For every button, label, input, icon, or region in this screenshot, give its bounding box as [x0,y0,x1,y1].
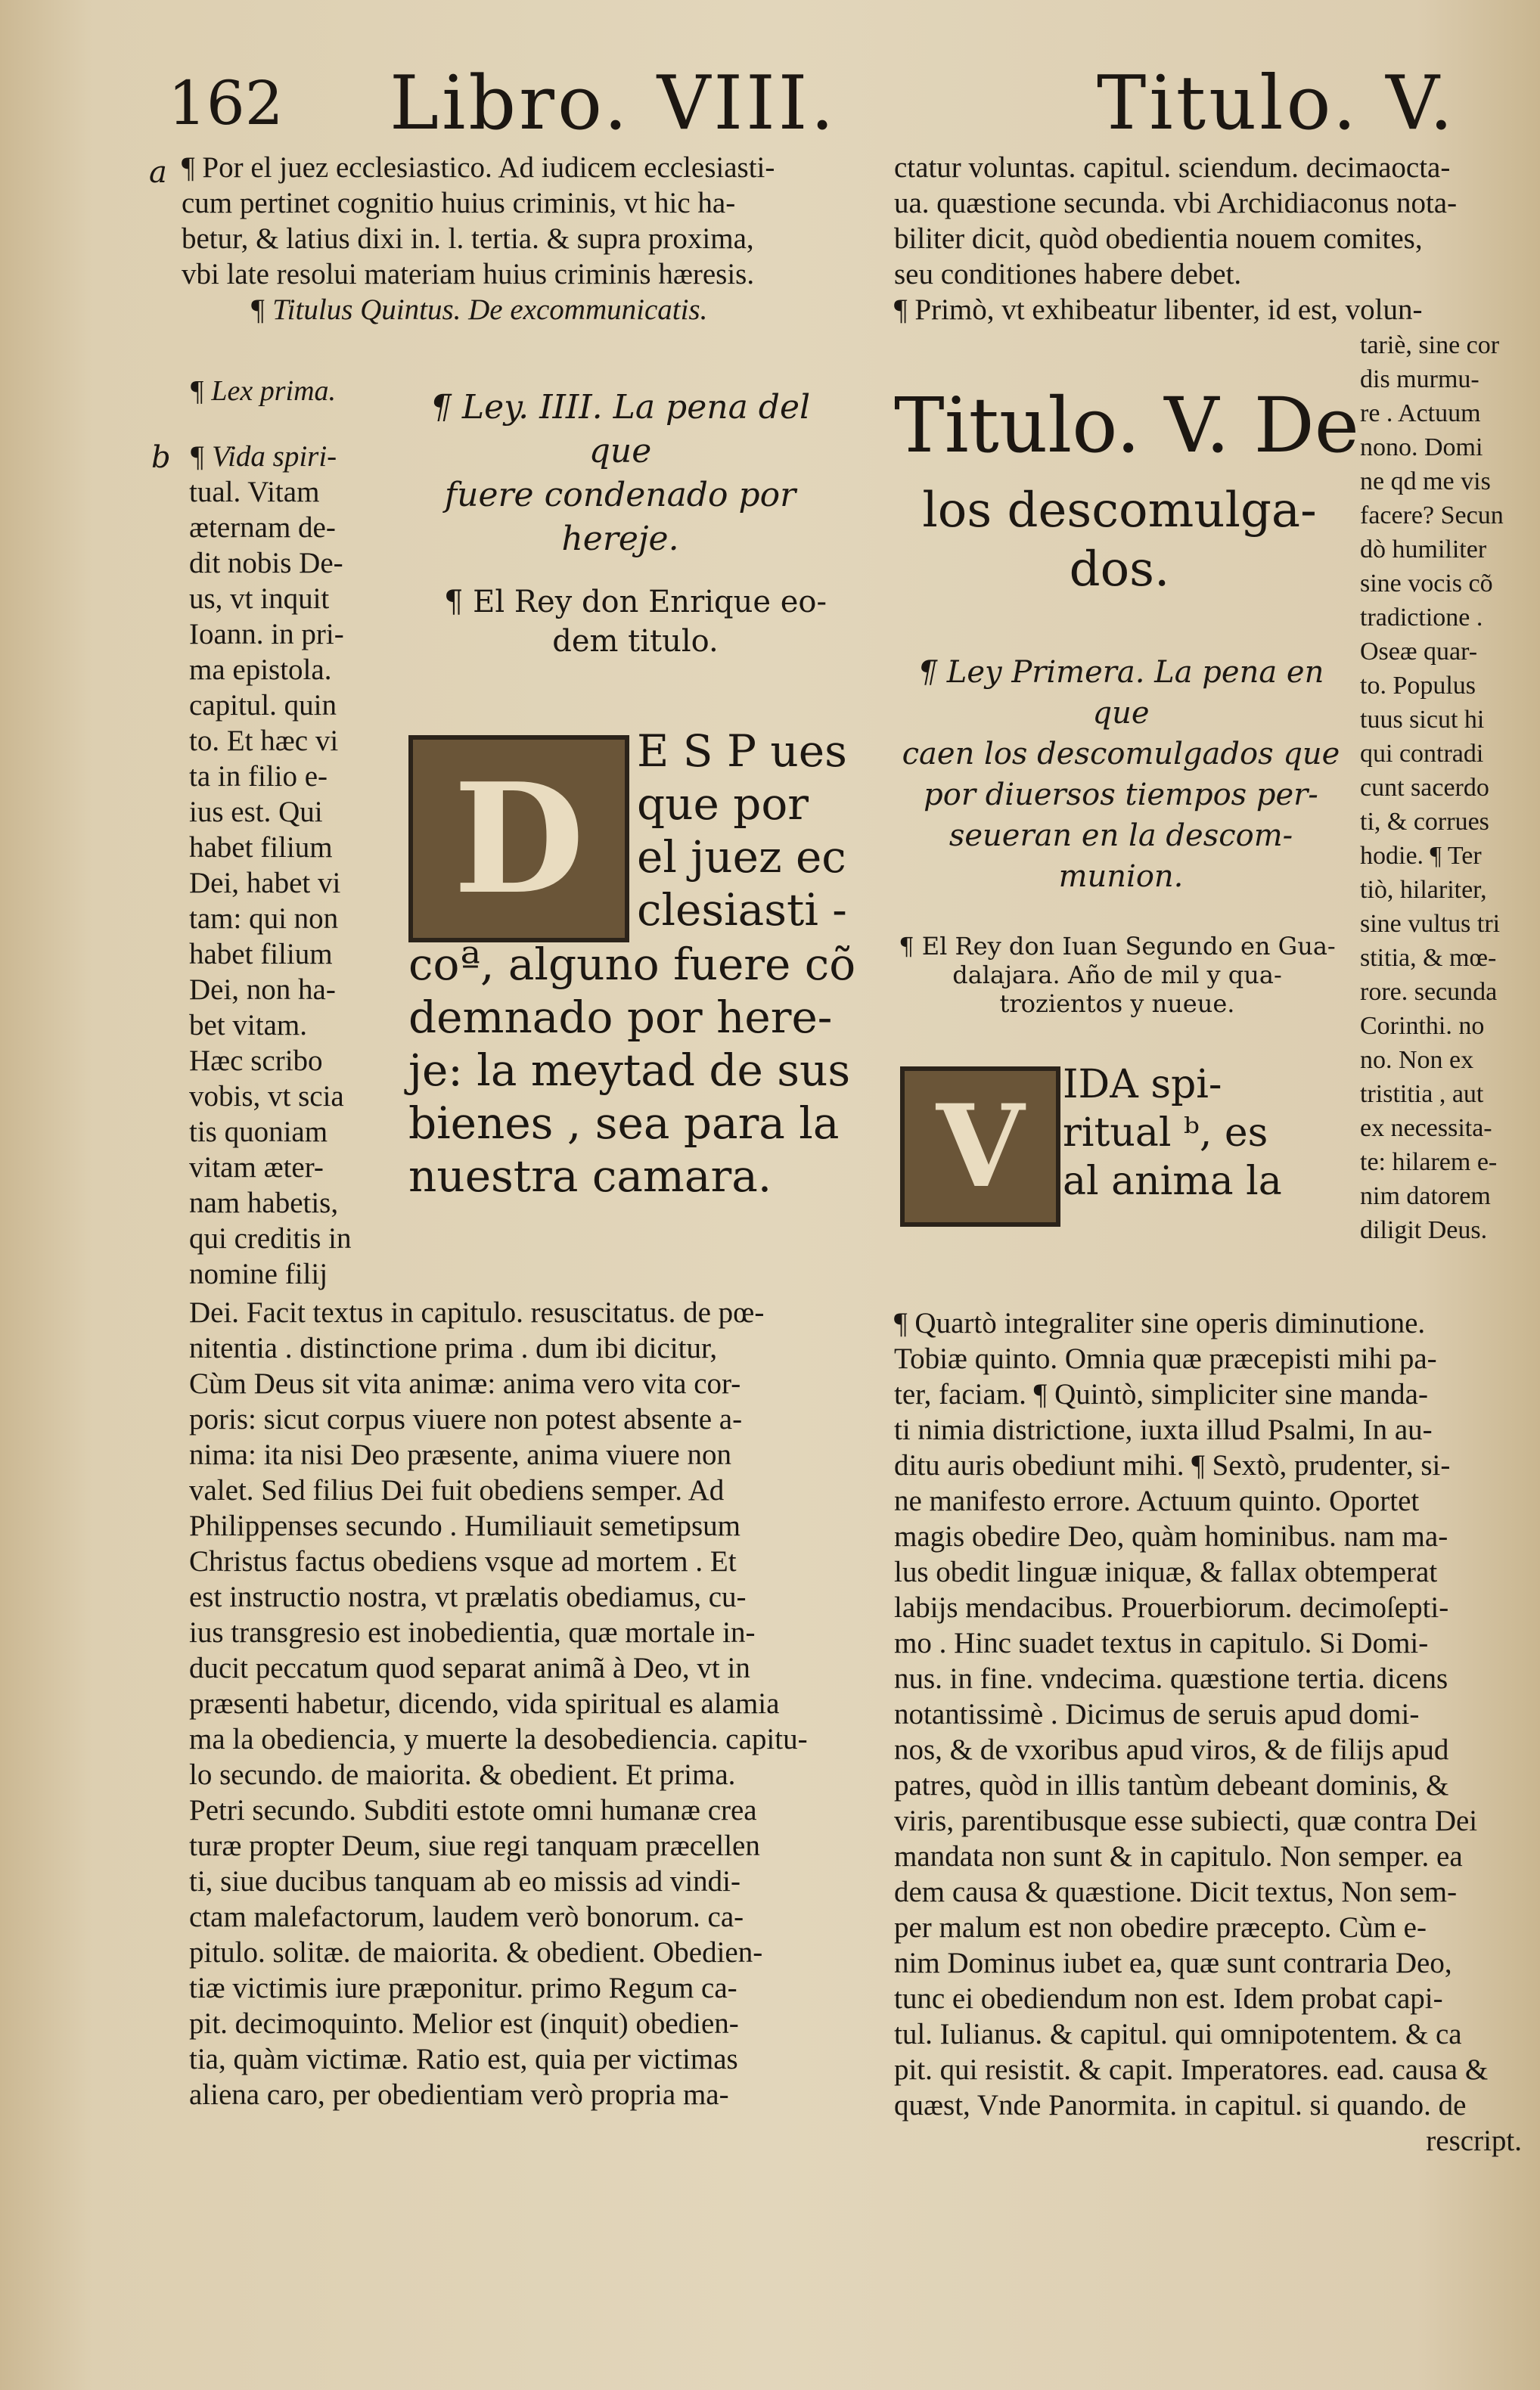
left-top-gloss [182,150,832,327]
gloss-line: vobis, vt scia [189,1080,344,1113]
gloss-line: re . Actuum [1360,399,1481,427]
text-line: betur, & latius dixi in. l. tertia. & supra proxima, [182,222,754,255]
gloss-line: tiò, hilariter, [1360,876,1487,904]
gloss-line: ma epistola. [189,653,332,686]
gloss-line: hodie. ¶ Ter [1360,842,1482,870]
gloss-line: to. Et hæc vi [189,725,339,757]
text-line: nus. in fine. vndecima. quæstione tertia. dicens [894,1662,1448,1695]
text-line: ¶ Por el juez ecclesiastico. Ad iudicem ecclesiasti- [182,151,775,184]
ley-primera-rubric [894,652,1348,897]
rubric-line: munion. [1058,859,1184,894]
text-line: tunc ei obediendum non est. Idem probat capi- [894,1982,1443,2015]
text-line: ius transgresio est inobedientia, quæ mortale in- [189,1616,756,1649]
text-line: tiæ victimis iure præponitur. primo Regum ca- [189,1972,737,2004]
page-number: 162 [168,68,284,138]
text-line: pit. decimoquinto. Melior est (inquit) obedien- [189,2007,739,2040]
rey-enrique-source [424,582,847,661]
text-line: nima: ita nisi Deo præsente, anima viuere non [189,1439,731,1471]
text-line: ne manifesto errore. Actuum quinto. Oportet [894,1485,1420,1517]
text-line: biliter dicit, quòd obedientia nouem comites, [894,222,1423,255]
gloss-line: dit nobis De- [189,547,343,579]
gloss-line: dò humiliter [1360,535,1487,563]
titulus-rubric: ¶ Titulus Quintus. De excommunicatis. [250,293,708,326]
vida-text [1063,1060,1282,1206]
gloss-line: facere? Secun [1360,501,1504,529]
right-side-gloss [1360,328,1534,1247]
law-line: IDA spi- [1063,1062,1222,1107]
gloss-line: tariè, sine cor [1360,331,1500,359]
text-line: rescript. [1426,2125,1522,2157]
titulo-v-heading: Titulo. V. De [894,381,1359,470]
rubric-line: ¶ Ley Primera. La pena en que [917,655,1324,731]
margin-mark-a: a [149,155,167,190]
law-line: ritual ᵇ, es [1063,1110,1268,1156]
subheading-line: dos. [1069,542,1170,598]
ley-iiii-rubric [401,386,840,561]
text-line: ma la obediencia, y muerte la desobediencia. capitu- [189,1723,808,1755]
text-line: ¶ Primò, vt exhibeatur libenter, id est, volun- [894,293,1423,326]
law-text [408,938,855,1203]
gloss-line: habet filium [189,938,333,970]
rey-juan-source [894,932,1340,1018]
text-line: pit. qui resistit. & capit. Imperatores. ead. causa & [894,2053,1489,2086]
gloss-line: æternam de- [189,511,336,544]
text-line: ti nimia districtione, iuxta illud Psalmi, In au- [894,1414,1433,1446]
rubric-line: ¶ Ley. IIII. La pena del que [430,388,811,470]
law-line: coª, alguno fuere cõ [408,939,856,990]
gloss-line: te: hilarem e- [1360,1148,1498,1176]
text-line: poris: sicut corpus viuere non potest absente a- [189,1403,743,1436]
gloss-line: us, vt inquit [189,582,330,615]
gloss-line: tuus sicut hi [1360,706,1485,734]
text-line: tul. Iulianus. & capitul. qui omnipotentem. & ca [894,2018,1462,2050]
law-line: nuestra camara. [408,1150,772,1202]
gloss-line: qui contradi [1360,740,1484,768]
text-line: patres, quòd in illis tantùm debeant dominis, & [894,1769,1449,1802]
rubric-line: por diuersos tiempos per- [924,778,1318,812]
decorated-initial-d: D [408,735,629,942]
text-line: per malum est non obedire præcepto. Cùm e- [894,1911,1427,1944]
text-line: dem causa & quæstione. Dicit textus, Non sem- [894,1876,1458,1908]
text-line: turæ propter Deum, siue regi tanquam præcellen [189,1830,760,1862]
gloss-line: ne qd me vis [1360,467,1491,495]
source-line: dalajara. Año de mil y qua- [952,961,1282,989]
rubric-line: caen los descomulgados que [902,737,1340,771]
text-line: Christus factus obediens vsque ad mortem . Et [189,1545,737,1578]
gloss-line: capitul. quin [189,689,337,722]
gloss-line: dis murmu- [1360,365,1479,393]
law-line: que por [637,778,809,830]
gloss-line: no. Non ex [1360,1046,1474,1074]
gloss-line: Ioann. in pri- [189,618,344,650]
text-line: ctam malefactorum, laudem verò bonorum. ca- [189,1901,744,1933]
gloss-line: ta in filio e- [189,760,328,793]
right-top-gloss [894,150,1514,327]
lex-prima-label: ¶ Lex prima. [189,375,337,407]
running-header [0,53,1540,147]
gloss-line: ¶ Vida spiri- [189,440,337,473]
text-line: Tobiæ quinto. Omnia quæ præcepisti mihi pa- [894,1342,1437,1375]
gloss-line: Oseæ quar- [1360,638,1478,666]
subheading-line: los descomulga- [922,483,1317,539]
text-line: cum pertinet cognitio huius criminis, vt hic ha- [182,187,736,219]
source-line: ¶ El Rey don Iuan Segundo en Gua- [899,932,1336,961]
decorated-initial-v: V [900,1066,1060,1227]
gloss-line: sine vocis cõ [1360,570,1493,598]
text-line: lo secundo. de maiorita. & obedient. Et prima. [189,1758,736,1791]
source-line: trozientos y nueue. [999,989,1235,1018]
text-line: Petri secundo. Subditi estote omni humanæ crea [189,1794,757,1827]
gloss-line: Dei, habet vi [189,867,341,899]
text-line: aliena caro, per obedientiam verò propria ma- [189,2078,729,2111]
text-line: ctatur voluntas. capitul. sciendum. decimaocta- [894,151,1451,184]
gloss-line: nam habetis, [189,1187,339,1219]
text-line: præsenti habetur, dicendo, vida spiritual es alamia [189,1687,780,1720]
text-line: notantissimè . Dicimus de seruis apud domi- [894,1698,1420,1730]
gloss-line: rore. secunda [1360,978,1498,1006]
gloss-line: Dei, non ha- [189,973,336,1006]
text-line: nos, & de vxoribus apud viros, & de filijs apud [894,1734,1449,1766]
law-line: demnado por here- [408,992,833,1043]
law-line: el juez ec [637,831,846,883]
left-side-gloss [189,439,371,1292]
text-line: ua. quæstione secunda. vbi Archidiaconus nota- [894,187,1458,219]
gloss-line: tual. Vitam [189,476,320,508]
gloss-line: bet vitam. [189,1009,307,1041]
rubric-line: fuere condenado por [444,476,796,514]
gloss-line: ti, & corrues [1360,808,1489,836]
text-line: lus obedit linguæ iniquæ, & fallax obtemperat [894,1556,1438,1588]
text-line: est instructio nostra, vt prælatis obediamus, cu- [189,1581,747,1613]
text-line: valet. Sed filius Dei fuit obediens semper. Ad [189,1474,725,1507]
gloss-line: stitia, & mœ- [1360,944,1497,972]
law-line: je: la meytad de sus [408,1044,851,1096]
law-text-right [637,725,847,936]
source-line: dem titulo. [552,624,719,659]
text-line: viris, parentibusque esse subiecti, quæ contra Dei [894,1805,1478,1837]
gloss-line: habet filium [189,831,333,864]
right-bottom-gloss [894,1305,1522,2159]
text-line: ducit peccatum quod separat animã à Deo, vt in [189,1652,750,1684]
gloss-line: to. Populus [1360,672,1476,700]
text-line: quæst, Vnde Panormita. in capitul. si quando. de [894,2089,1467,2122]
gloss-line: tristitia , aut [1360,1080,1484,1108]
gloss-line: Hæc scribo [189,1044,323,1077]
title-heading: Titulo. V. [1097,61,1456,147]
text-line: Philippenses secundo . Humiliauit semetipsum [189,1510,741,1542]
left-bottom-gloss [189,1295,847,2112]
text-line: Dei. Facit textus in capitulo. resuscitatus. de pœ- [189,1296,765,1329]
text-line: mo . Hinc suadet textus in capitulo. Si Domi- [894,1627,1429,1659]
text-line: tia, quàm victimæ. Ratio est, quia per victimas [189,2043,738,2075]
text-line: mandata non sunt & in capitulo. Non semper. ea [894,1840,1463,1873]
gloss-line: tradictione . [1360,604,1483,632]
text-line: ¶ Quartò integraliter sine operis diminutione. [894,1307,1426,1339]
gloss-line: tis quoniam [189,1116,328,1148]
text-line: labijs mendacibus. Prouerbiorum. decimoſepti- [894,1591,1449,1624]
rubric-line: seueran en la descom- [949,818,1293,853]
titulo-v-subheading [908,481,1331,599]
rubric-line: hereje. [561,520,679,558]
gloss-line: nono. Domi [1360,433,1483,461]
text-line: nitentia . distinctione prima . dum ibi dicitur, [189,1332,718,1364]
margin-mark-b: b [151,440,171,475]
text-line: magis obedire Deo, quàm hominibus. nam ma- [894,1520,1448,1553]
gloss-line: sine vultus tri [1360,910,1501,938]
law-line: al anima la [1063,1159,1282,1204]
text-line: Cùm Deus sit vita animæ: anima vero vita cor- [189,1367,741,1400]
text-line: ter, faciam. ¶ Quintò, simpliciter sine manda- [894,1378,1428,1411]
gloss-line: tam: qui non [189,902,339,935]
gloss-line: ex necessita- [1360,1114,1492,1142]
gloss-line: nim datorem [1360,1182,1491,1210]
gloss-line: cunt sacerdo [1360,774,1489,802]
text-line: nim Dominus iubet ea, quæ sunt contraria Deo, [894,1947,1452,1979]
gloss-line: Corinthi. no [1360,1012,1485,1040]
text-line: vbi late resolui materiam huius criminis hæresis. [182,258,755,290]
source-line: ¶ El Rey don Enrique eo- [443,585,827,619]
gloss-line: diligit Deus. [1360,1216,1488,1244]
gloss-line: vitam æter- [189,1151,324,1184]
text-line: ditu auris obediunt mihi. ¶ Sextò, prudenter, si- [894,1449,1451,1482]
text-line: seu conditiones habere debet. [894,258,1242,290]
book-heading: Libro. VIII. [390,61,837,147]
text-line: ti, siue ducibus tanquam ab eo missis ad vindi- [189,1865,741,1898]
law-line: bienes , sea para la [408,1097,840,1149]
gloss-line: qui creditis in [189,1222,352,1255]
law-line: clesiasti - [637,884,847,936]
gloss-line: nomine filij [189,1258,328,1290]
text-line: pitulo. solitæ. de maiorita. & obedient. Obedien- [189,1936,763,1969]
law-line: E S P ues [637,725,847,777]
gloss-line: ius est. Qui [189,796,323,828]
